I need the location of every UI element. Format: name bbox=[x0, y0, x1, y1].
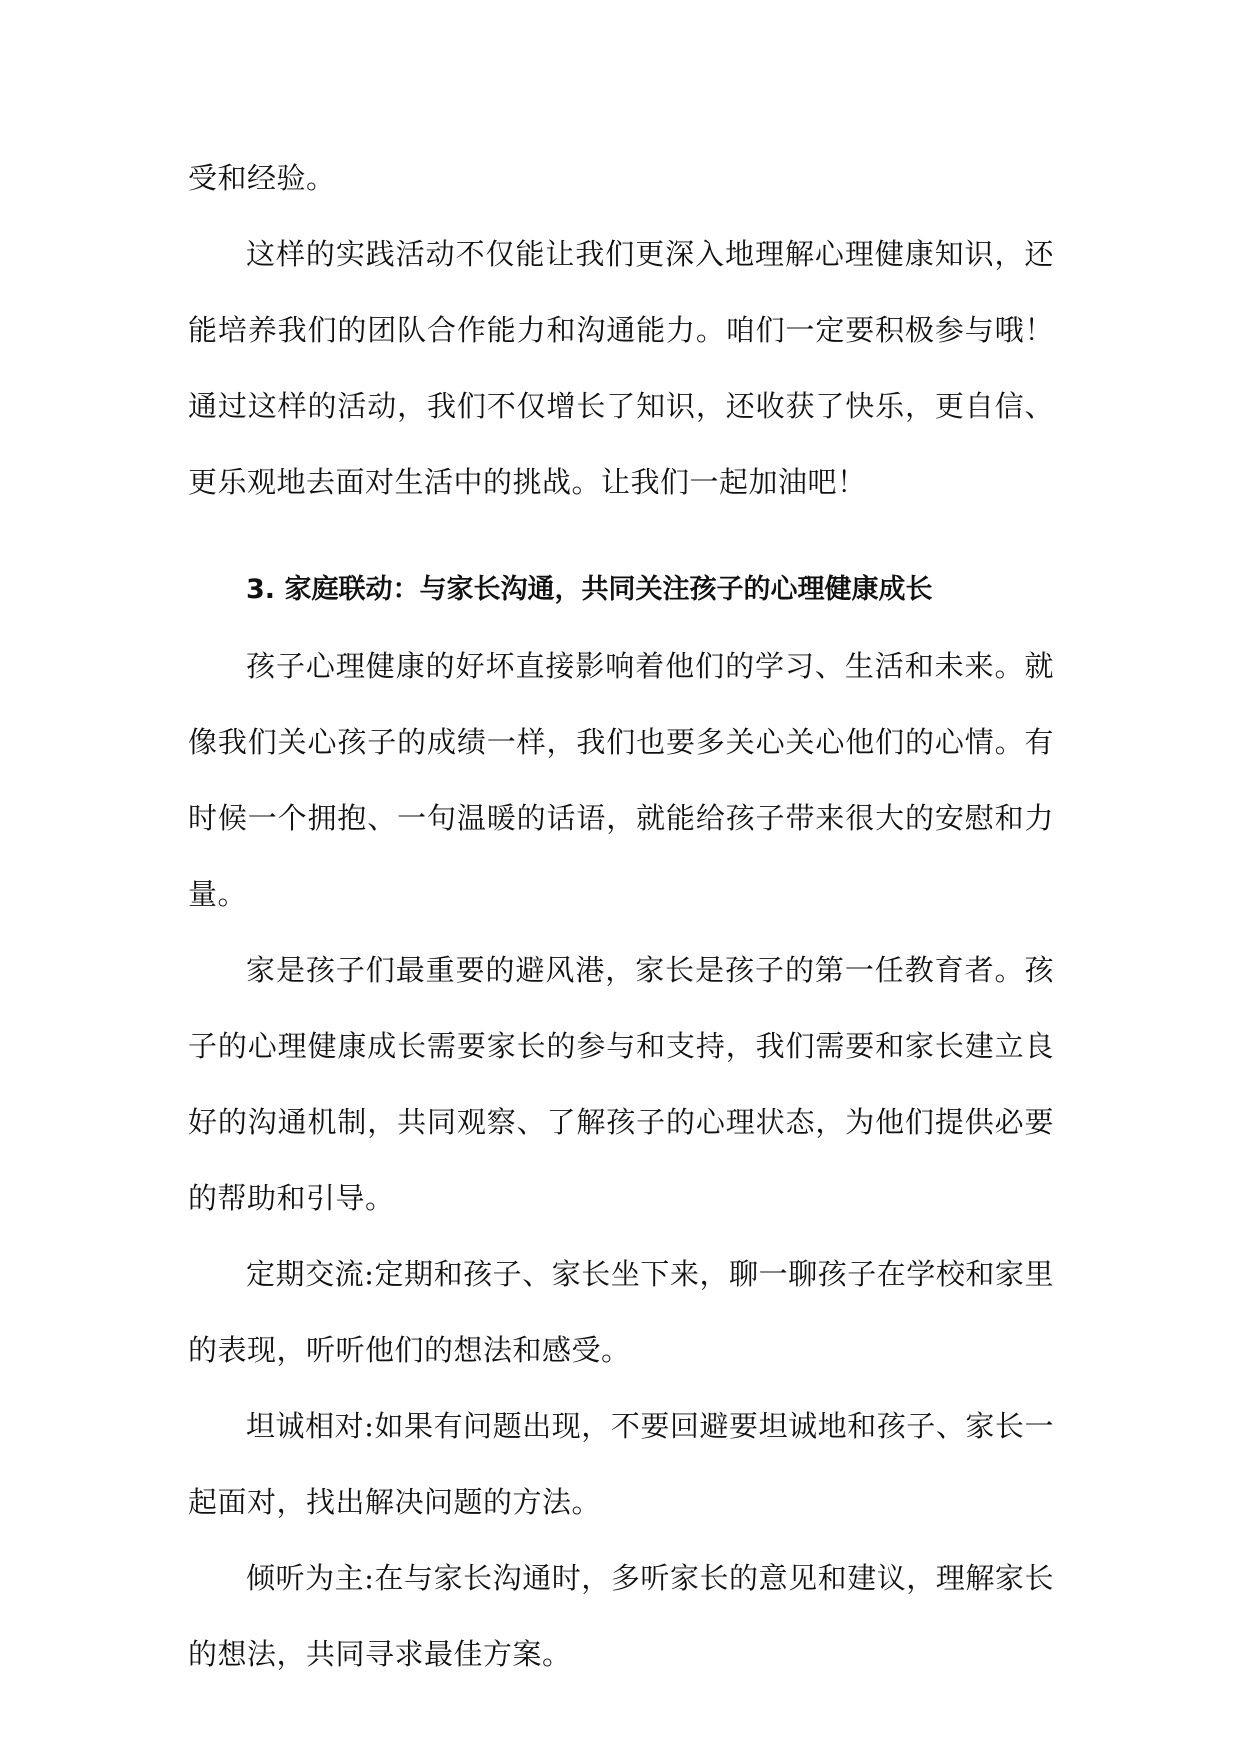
item-label: 坦诚相对: bbox=[246, 1409, 375, 1443]
item-text: 在与家长沟通时，多听家长的意见和建议，理解家长的想法，共同寻求最佳方案。 bbox=[188, 1561, 1054, 1671]
document-page bbox=[188, 140, 1054, 1692]
paragraph-honesty bbox=[188, 1388, 1054, 1540]
item-label: 定期交流: bbox=[246, 1257, 375, 1291]
paragraph-regular-communication bbox=[188, 1236, 1054, 1388]
item-text: 如果有问题出现，不要回避要坦诚地和孩子、家长一起面对，找出解决问题的方法。 bbox=[188, 1409, 1054, 1519]
paragraph-practice-activities: 这样的实践活动不仅能让我们更深入地理解心理健康知识，还能培养我们的团队合作能力和沟通能力。咱们一定要积极参与哦！通过这样的活动，我们不仅增长了知识，还收获了快乐，更自信、更乐观地去面对生活中的挑战。让我们一起加油吧！ bbox=[188, 237, 1054, 499]
paragraph-family-harbor: 家是孩子们最重要的避风港，家长是孩子的第一任教育者。孩子的心理健康成长需要家长的参与和支持，我们需要和家长建立良好的沟通机制，共同观察、了解孩子的心理状态，为他们提供必要的帮助和引导。 bbox=[188, 953, 1054, 1215]
item-label: 倾听为主: bbox=[246, 1561, 375, 1595]
paragraph-continuation: 受和经验。 bbox=[188, 161, 336, 195]
paragraph-child-mental-health: 孩子心理健康的好坏直接影响着他们的学习、生活和未来。就像我们关心孩子的成绩一样，我们也要多关心关心他们的心情。有时候一个拥抱、一句温暖的话语，就能给孩子带来很大的安慰和力量。 bbox=[188, 649, 1054, 911]
item-text: 定期和孩子、家长坐下来，聊一聊孩子在学校和家里的表现，听听他们的想法和感受。 bbox=[188, 1257, 1054, 1367]
paragraph-listening bbox=[188, 1540, 1054, 1692]
section-heading: 3. 家庭联动：与家长沟通，共同关注孩子的心理健康成长 bbox=[246, 574, 933, 605]
